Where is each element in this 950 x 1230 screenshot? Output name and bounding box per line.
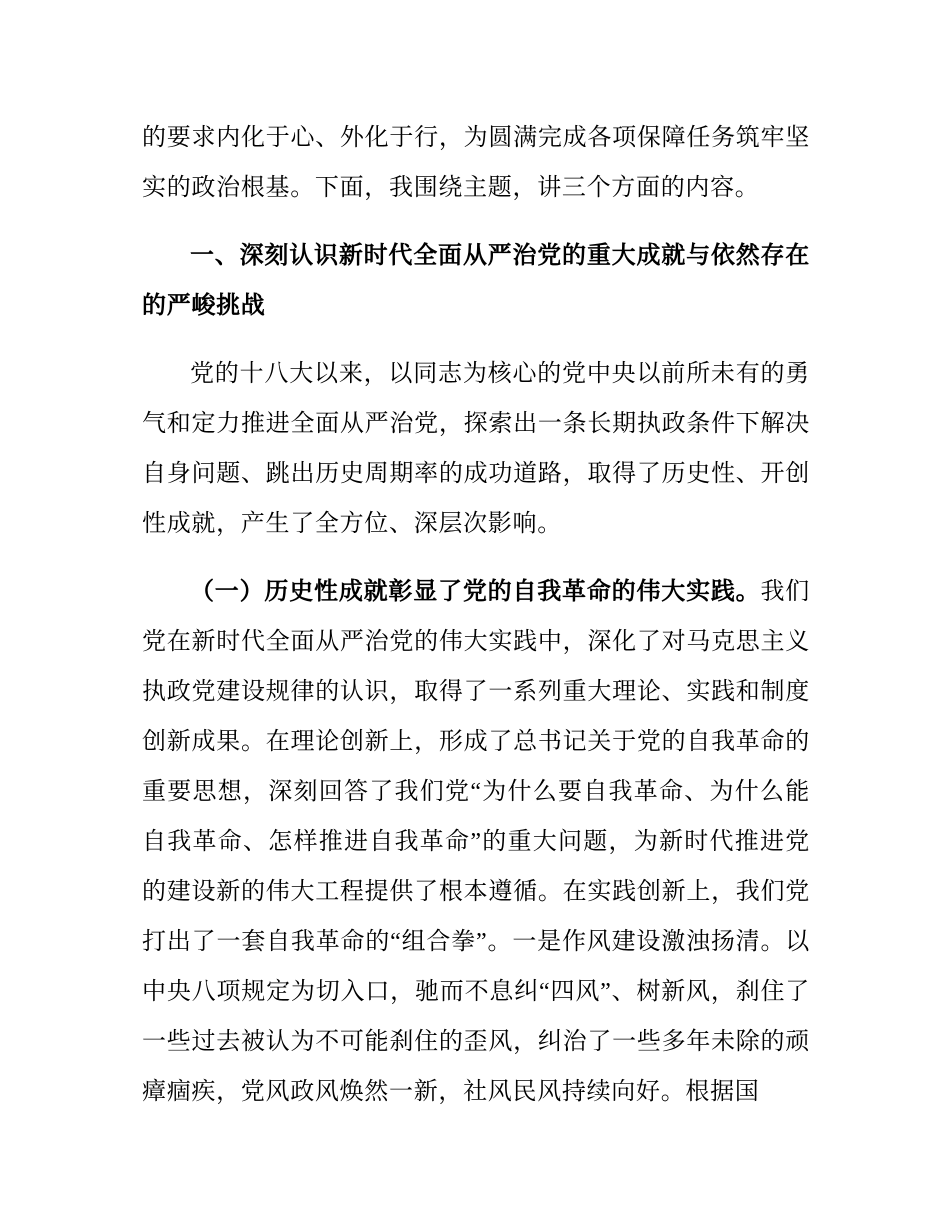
document-content	[142, 113, 810, 1135]
subsection-body-text: 我们党在新时代全面从严治党的伟大实践中，深化了对马克思主义执政党建设规律的认识，取得了一系列重大理论、实践和制度创新成果。在理论创新上，形成了总书记关于党的自我革命的重要思想，深刻回答了我们党“为什么要自我革命、为什么能自我革命、怎样推进自我革命”的重大问题，为新时代推进党的建设新的伟大工程提供了根本遵循。在实践创新上，我们党打出了一套自我革命的“组合拳”。一是作风建设激浊扬清。以中央八项规定为切入口，驰而不息纠“四风”、树新风，刹住了一些过去被认为不可能刹住的歪风，纠治了一些多年未除的顽瘴痼疾，党风政风焕然一新，社风民风持续向好。根据国	[142, 579, 810, 1105]
paragraph-overview: 党的十八大以来，以同志为核心的党中央以前所未有的勇气和定力推进全面从严治党，探索出一条长期执政条件下解决自身问题、跳出历史周期率的成功道路，取得了历史性、开创性成就，产生了全方位、深层次影响。	[142, 361, 810, 537]
paragraph-continuation: 的要求内化于心、外化于行，为圆满完成各项保障任务筑牢坚实的政治根基。下面，我围绕主题，讲三个方面的内容。	[142, 125, 810, 201]
section-heading: 一、深刻认识新时代全面从严治党的重大成就与依然存在的严峻挑战	[142, 242, 810, 319]
paragraph-subsection	[142, 567, 810, 1117]
subsection-bold-lead: （一）历史性成就彰显了党的自我革命的伟大实践。	[190, 578, 761, 605]
